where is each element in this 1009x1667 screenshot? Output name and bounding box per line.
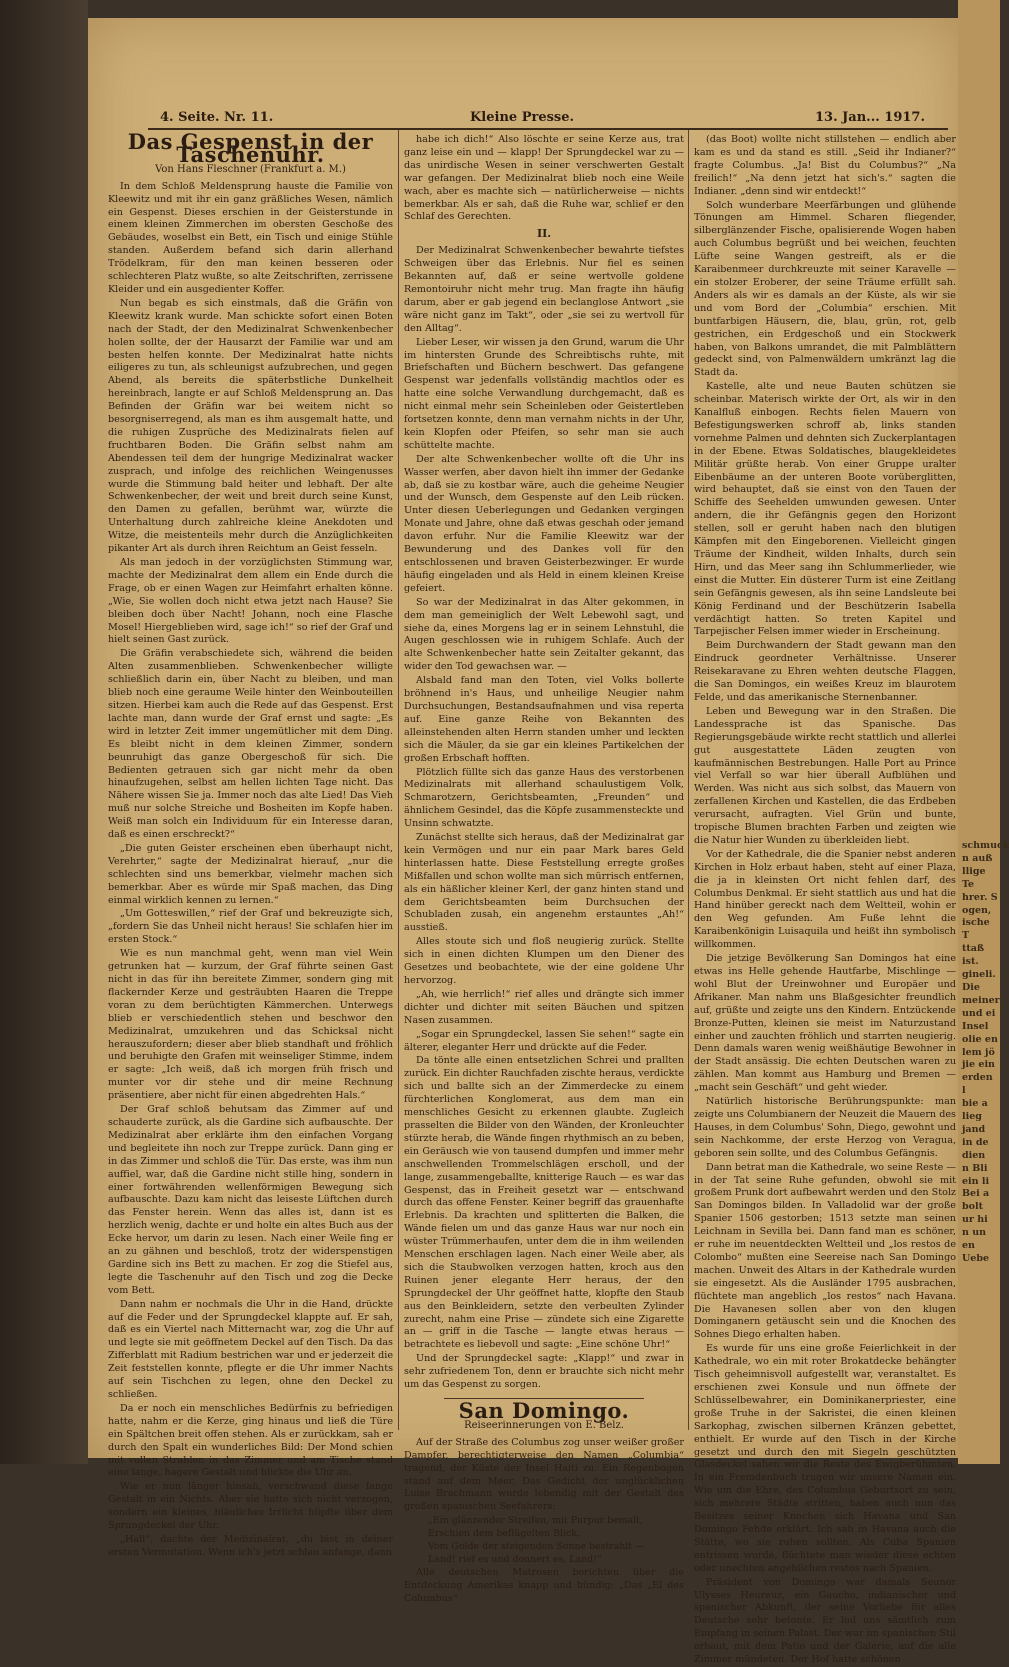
issue-date: 13. Jan... 1917. [815,110,925,125]
fragment-line: Insel [962,1020,989,1032]
page-number: 4. Seite. Nr. 11. [160,110,274,125]
paragraph: Alsbald fand man den Toten, viel Volks bollerte bröhnend in's Haus, und unheilige Neugier nahm Durchsuchungen, Bestandsaufnahmen und visa reperta auf. Eine ganze Reihe von Bekannten des alleinstehenden alten Herrn standen umher und leckten sich die Mäuler, da sie gar ein kleines Partikelchen der großen Erbschaft hofften. [404,675,684,764]
poem-line: Land! rief es und donnert es, Land!“ [428,1553,602,1565]
fragment-line: hrer. S [962,891,998,903]
page-header [160,110,950,126]
paragraph: Wie er nun länger hinsah, verschwand diese lange Gestalt in ein Nichts. Aber sie hatte sich nicht verzogen, sondern ein kleines, bläuliches Irrlicht hüpfte über dem Sprungdeckel der Uhr. [108,1481,393,1532]
paragraph: Und der Sprungdeckel sagte: „Klapp!“ und zwar in sehr zufriedenem Ton, denn er brauchte sich nicht mehr um das Gespenst zu sorgen. [404,1353,684,1391]
fragment-line: lieg [962,1111,982,1123]
paragraph: Da tönte alle einen entsetzlichen Schrei und prallten zurück. Ein dichter Rauchfaden zischte heraus, verdickte sich und ballte sich an der Zimmerdecke zu einem fürchterlichen Konglomerat, aus dem man ein menschliches Gesicht zu erkennen glaubte. Zugleich prasselten die Bilder von den Wänden, der Kronleuchter stürzte herab, die Wände fingen rhythmisch an zu beben, ein Geräusch wie von tausend dumpfen und immer mehr anschwellenden Trommelschlägen erscholl, und der lange, zusammengeballte, knitterige Rauch — es war das Gespenst, das in Freiheit gesetzt war — entschwand durch das offene Fenster. Keiner begriff das grauenhafte Erlebnis. Da krachten und splitterten die Balken, die Wände fielen um und das ganze Haus war nur noch ein wüster Trümmerhaufen, unter dem die in ihm weilenden Menschen erschlagen lagen. Nach einer Weile aber, als sich die Staubwolken verzogen hatten, kroch aus den Ruinen jener elegante Herr heraus, der den Sprungdeckel der Uhr geöffnet hatte, klopfte den Staub aus den Beinkleidern, setzte den verbeulten Zylinder zurecht, nahm eine Prise — zündete sich eine Zigarette an — griff in die Tasche — langte etwas heraus — betrachtete es liebevoll und sagte: „Eine schöne Uhr!“ [404,1055,684,1351]
paragraph: Präsident von Domingo war damals Seunor Ulysses Heureuz, ein Gaucho, indianischer und spanischer Abkunft, der seine Vorliebe für alles Deutsche sehr betonte. Er lud uns sämtlich zum Empfang in seinen Palast. Der war im spanischen Stil erbaut, mit dem Patio und der Galerie, auf die alle Zimmer mündeten. Der Hof hatte schönen [694,1576,956,1666]
section-number: II. [536,227,552,241]
paragraph: „Die guten Geister erscheinen eben überhaupt nicht, Verehrter,“ sagte der Medizinalrat hierauf, „nur die schlechten sind uns bemerkbar, vielmehr machen sich bemerkbar. Aber es würde mir Spaß machen, das Ding einmal wirklich kennen zu lernen.“ [108,842,393,906]
paragraph: Beim Durchwandern der Stadt gewann man den Eindruck geordneter Verhältnisse. Unserer Reisekaravane zu Ehren wehten deutsche Flaggen, die San Domingos, ein weißes Kreuz im blaurotem Felde, und das amerikanische Sternenbanner. [694,640,956,703]
paragraph: Natürlich historische Berührungspunkte: man zeigte uns Columbianern der Neuzeit die Mauern des Hauses, in dem Columbus' Sohn, Diego, gewohnt und sein Nachkomme, der erste Herzog von Veragua, geboren sein sollte, und des Columbus Gefängnis. [694,1096,956,1159]
paragraph: Der Medizinalrat Schwenkenbecher bewahrte tiefstes Schweigen über das Erlebnis. Nur fiel es seinen Bekannten auf, daß er seine wertvolle goldene Remontoiruhr nicht mehr trug. Man fragte ihn häufig darum, aber er gab jegend ein beclanglose Antwort „sie wäre nicht ganz im Takt“, oder „sie sei zu wertvoll für den Alltag“. [404,245,684,334]
paragraph: Die jetzige Bevölkerung San Domingos hat eine etwas ins Helle gehende Hautfarbe, Mischlinge — wohl Blut der Ureinwohner und Europäer und Afrikaner. Man nahm uns Blaßgesichter freundlich auf, grüßte und zeigte uns den Kindern. Entzückende Bronze-Putten, kleinen sie meist im Naturzustand einher und zauchten fröhlich und starrten neugierig. Denn damals waren wenig weißhäutige Bewohner in der Stadt ansässig. Die echten Deutschen waren zu zählen. Man kommt aus Hamburg und Bremen — „macht sein Geschäft“ und geht wieder. [694,953,956,1094]
fragment-line: bolt [962,1201,983,1213]
fragment-line: ist. [962,956,979,968]
fragment-line: n auß [962,852,993,864]
article-body [108,181,393,1560]
article-title: San Domingo. [458,1398,630,1423]
fragment-line: gineli. [962,969,996,981]
fragment-line: erden l [962,1072,993,1097]
paragraph: Nun begab es sich einstmals, daß die Gräfin von Kleewitz krank wurde. Man schickte sofort einen Boten nach der Stadt, der den Medizinalrat Schwenkenbecher holen sollte, der der Hausarzt der Familie war und am besten helfen konnte. Der Medizinalrat hatte nichts eiligeres zu tun, als schleunigst aufzubrechen, und gegen Abend, als bereits die späterbstliche Dunkelheit hereinbrach, langte er auf Schloß Meldensprung an. Das Befinden der Gräfin war bei weitem nicht so besorgniserregend, als man es ihm ausgemalt hatte, und die ruhigen Zusprüche des Medizinalrats fielen auf fruchtbaren Boden. Die Gräfin selbst nahm am Abendessen teil dem der hungrige Medizinalrat wacker zusprach, und infolge des reichlichen Weingenusses wurde die Stimmung bald heiter und lebhaft. Der alte Schwenkenbecher, der weit und breit durch seine Kunst, den Damen zu gefallen, berühmt war, würzte die Unterhaltung durch zahlreiche kleine Anekdoten und Witze, die meistenteils mehr durch die Anzüglichkeiten pikanter Art als durch ihren Reichtum an Geist fesseln. [108,297,393,555]
column-separator [398,130,399,1430]
fragment-line: n Bli [962,1162,988,1174]
article-body [404,1437,684,1514]
paragraph: Alle deutschen Matrosen berichten über die Entdeckung Amerikas knapp und bündig: „Das „El des Columbus“ [404,1566,684,1604]
fragment-line: ttaß [962,943,985,955]
fragment-line: schmuck [962,840,1009,851]
fragment-line: lem jö [962,1046,995,1058]
article-title: Das Gespenst in der Taschenuhr. [127,129,374,167]
paragraph: Lieber Leser, wir wissen ja den Grund, warum die Uhr im hintersten Grunde des Schreibtischs ruhte, mit Briefschaften und Büchern beschwert. Das gefangene Gespenst war jedenfalls vollständig machtlos oder es hatte eine solche Verwandlung durchgemacht, daß es nicht einmal mehr sein Scheinleben oder Geistertleben fortsetzen konnte, denn man vernahm nichts in der Uhr, kein Klopfen oder Pfeifen, so sehr man sie auch schüttelte machte. [404,336,684,451]
paragraph: Kastelle, alte und neue Bauten schützen sie scheinbar. Materisch wirkte der Ort, als wir in den Kanalfluß einbogen. Rechts fielen Mauern von Befestigungswerken schroff ab, links standen vornehme Palmen und dehnten sich Zuckerplantagen in der Ebene. Etwas Soldatisches, blaugekleidetes Militär grüßte herab. Von einer Gruppe uralter Eibenbäume an der unteren Boote vorüberglitten, wird behauptet, daß sie einst von den Tauen der Schiffe des Seehelden umwunden gewesen. Unter andern, die ihr Gefängnis gegen den Horizont stellen, soll er geruht haben nach den blutigen Kämpfen mit den Eingeborenen. Vielleicht gingen Träume der Kindheit, wilden Inhalts, durch sein Hirn, und das Meer sang ihn Schlummerlieder, wie einst die Mutter. Ein düsterer Turm ist eine Zeitlang sein Gefängnis gewesen, als ihn seine Landsleute bei König Ferdinand und der Beschützerin Isabella verdächtigt hatten. So treten Kapitel und Tarpejischer Felsen immer wieder in Erscheinung. [694,381,956,638]
article-byline: Reiseerinnerungen von E. Belz. [464,1419,624,1431]
paragraph: „Ah, wie herrlich!“ rief alles und drängte sich immer dichter und dichter mit seiten Bäuchen und spitzen Nasen zusammen. [404,988,684,1026]
paragraph: Dann betrat man die Kathedrale, wo seine Reste — in der Tat seine Ruhe gefunden, obwohl sie mit großem Prunk dort aufbewahrt werden und den Stolz San Domingos bilden. In Valladolid war der große Spanier 1506 gestorben; 1513 setzte man seinen Leichnam in Sevilla bei. Dann fand man es schöner, er ruhe im neuentdeckten Weltteil und „los restos de Colombo“ mußten eine Seereise nach San Domingo machen. Unweit des Altars in der Kathedrale wurden sie eingesetzt. Als die Ausländer 1795 ausbrachen, flüchtete man angeblich „los restos“ nach Havana. Die Havanesen sollen aber von den klugen Dominganern getäuscht sein und die Knochen des Sohnes Diego erhalten haben. [694,1161,956,1341]
fragment-line: meiner [962,994,1000,1006]
paragraph: Da er noch ein menschliches Bedürfnis zu befriedigen hatte, nahm er die Kerze, ging hinaus und ließ die Türe ein Spältchen breit offen stehen. Als er zurückkam, sah er durch den Spalt ein wunderliches Bild: Der Mond schien mit vollen Strahlen in das Zimmer und am Tische stand eine lange, hagere Gestalt und blickte die Uhr an. [108,1402,393,1479]
paragraph: In dem Schloß Meldensprung hauste die Familie von Kleewitz und mit ihr ein ganz gräßliches Wesen, nämlich ein Gespenst. Dieses erschien in der Geisterstunde in einem kleinen Zimmerchen im obersten Geschoße des Gebäudes, woselbst ein Bett, ein Tisch und einige Stühle standen. Außerdem befand sich darin allerhand Trödelkram, für den man keinen besseren oder schlechteren Platz wußte, so alte Zeitschriften, zerrissene Kleider und ein ausgedienter Koffer. [108,180,393,295]
paragraph: Dann nahm er nochmals die Uhr in die Hand, drückte auf die Feder und der Sprungdeckel klappte auf. Er sah, daß es ein Viertel nach Mitternacht war, zog die Uhr auf und legte sie mit geöffnetem Deckel auf den Tisch. Da das Zifferblatt mit Radium bestrichen war und er jederzeit die Zeit feststellen konnte, pflegte er die Uhr immer Nachts auf sein Tischchen zu legen, ohne den Deckel zu schließen. [108,1298,393,1400]
fragment-line: en [962,1240,975,1252]
article-byline: Von Hans Fleschner (Frankfurt a. M.) [155,163,346,175]
paper-name: Kleine Presse. [470,110,575,125]
column-separator [688,130,689,1430]
paragraph: Die Gräfin verabschiedete sich, während die beiden Alten zusammenblieben. Schwenkenbecher willigte schließlich darin ein, über Nacht zu bleiben, und man blieb noch eine geraume Weile hinter den Weinbouteillen sitzen. Hierbei kam auch die Rede auf das Gespenst. Erst lachte man, dann wurde der Graf ernst und sagte: „Es wird in letzter Zeit immer ungemütlicher mit dem Ding. Es bleibt nicht in dem kleinen Zimmer, sondern beunruhigt das ganze Obergeschoß für sich. Die Bedienten getrauen sich gar nicht mehr da oben hinaufzugehen, selbst am hellen lichten Tage nicht. Das Nähere wissen Sie ja. Immer noch das alte Lied! Das Vieh muß nur solche Streiche und Bosheiten im Kopfe haben. Weiß man solch ein Individuum für ein Interesse daran, daß es einen erschreckt?“ [108,648,393,841]
poem-line: „Ein glänzender Streifen, mit Purpur bemalt, [428,1515,643,1527]
paragraph: Plötzlich füllte sich das ganze Haus des verstorbenen Medizinalrats mit allerhand schaulustigem Volk, Schmarotzern, Gerichtsbeamten, „Freunden“ und ähnlichem Gesindel, das die Köpfe zusammensteckte und Unsinn schwatzte. [404,766,684,830]
paragraph: Der Graf schloß behutsam das Zimmer auf und schauderte zurück, als die Gardine sich aufbauschte. Der Medizinalrat aber erklärte ihm den einfachen Vorgang und begleitete ihn noch zur Treppe zurück. Dann ging er in das Zimmer und schloß die Tür. Das erste, was ihm nun auffiel, war, daß die Gardine nicht stille hing, sondern in einer fortwährenden wellenförmigen Bewegung sich aufbauschte. Dazu kam nicht das leiseste Lüftchen durch das Fenster herein. Wenn das alles ist, dann ist es herzlich wenig, dachte er und holte ein altes Buch aus der Ecke hervor, um darin zu lesen. Nach einer Weile fing er an zu gähnen und beschloß, trotz der widerspenstigen Gardine sich ins Bett zu machen. Er zog die Stiefel aus, legte die Taschenuhr auf den Tisch und zog die Decke vom Bett. [108,1104,393,1296]
fragment-line: llige Te [962,865,986,890]
poem [404,1515,684,1567]
fragment-line: jie ein [962,1059,995,1071]
fragment-line: olie en [962,1033,998,1045]
fragment-line: Die [962,981,980,993]
fragment-line: in de [962,1136,989,1148]
book-binding [0,0,88,1464]
paragraph: „Sogar ein Sprungdeckel, lassen Sie sehen!“ sagte ein älterer, eleganter Herr und drückte auf die Feder. [404,1028,684,1053]
paragraph: Leben und Bewegung war in den Straßen. Die Landessprache ist das Spanische. Das Regierungsgebäude wirkte recht stattlich und allerlei gut ausgestattete Läden zeugten von kaufmännischen Bestrebungen. Halle Port au Prince viel Verfall so war hier überall Aufblühen und Werden. Was nicht aus sich solbst, das Mauern von zerfallenen Kirchen und Kastellen, die das Erdbeben verursacht, aufragten. Viel Grün und bunte, tropische Blumen brachten Farben und zeigten wie die Natur hier Wunden zu überkleiden liebt. [694,705,956,846]
paragraph: Solch wunderbare Meerfärbungen und glühende Tönungen am Himmel. Scharen fliegender, silberglänzender Fische, opalisierende Wogen haben auch Columbus begrüßt und bei weichen, feuchten Lüfte seine Wangen gestreift, als er die Karaibenmeer durchkreuzte mit seiner Karavelle — ein stolzer Eroberer, der seine Träume erfüllt sah. Anders als wir es damals an der Küste, als wir sie und vom Bord der „Columbia“ erschien. Mit buntfarbigen Häusern, die, blau, grün, rot, gelb gestrichen, ein Erdgeschoß und ein Stockwerk haben, von Balkons umrandet, die mit Palmblättern gedeckt sind, von Palmenwäldern umkränzt lag die Stadt da. [694,199,956,379]
fragment-line: bie a [962,1098,988,1110]
fragment-line: ein li [962,1175,990,1187]
poem-line: Vom Golde der steigenden Sonne bestrahlt — [428,1541,645,1553]
fragment-line: ur hi [962,1214,988,1226]
paragraph: Zunächst stellte sich heraus, daß der Medizinalrat gar kein Vermögen und nur ein paar Mark bares Geld hinterlassen hatte. Diese Feststellung erregte großes Mißfallen und schon wollte man sich mürrisch entfernen, als ein häßlicher kleiner Kerl, der ganz hinten stand und dem Gerichtsbeamten beim Durchsuchen der Schubladen zusah, ein angenehm erstauntes „Ah!“ ausstieß. [404,832,684,934]
next-page-fragment [962,840,1009,1264]
column-2 [404,134,684,1604]
fragment-line: und ei [962,1007,996,1019]
fragment-line: ogen, [962,904,992,916]
paragraph: Als man jedoch in der vorzüglichsten Stimmung war, machte der Medizinalrat dem allem ein Ende durch die Frage, ob er einen Wagen zur Heimfahrt erhalten könne. „Wie, Sie wollen doch nicht etwa jetzt nach Hause? Sie bleiben doch über Nacht! Johann, noch eine Flasche Mosel! Hiergeblieben wird, sage ich!“ so rief der Graf und hielt seinen Gast zurück. [108,557,393,646]
article-section-2 [404,245,684,1392]
column-1 [108,129,393,1558]
column-3 [694,134,956,1666]
paragraph: Es wurde für uns eine große Feierlichkeit in der Kathedrale, wo ein mit roter Brokatdecke behängter Tisch geheimnisvoll aufgestellt war, veranstaltet. Es erschienen zwei Konsule und nun öffnete der Schlüsselbewahrer, ein Dominikanerpriester, eine große Truhe in der Sakristei, die einen kleinen Sarkophag, zwischen silbernen Kränzen gebettet, enthielt. Er wurde auf den Tisch in der Kirche gesetzt und durch den mit Siegeln geschützten Glasdeckel sahen wir die Reste des Ewigberühmten. In ein Fremdenbuch trugen wir unsere Namen ein. Wie um die Ehre, des Columbus Geburtsort zu sein, sich mehrere Städte stritten, haben auch nun das Besitzes seiner Knochen sich Havana und San Domingo Fehde erklärt. Ich sah in Havana auch die Stätte, wo sie ruhen sollten. Als Cuba Spanien entrissen wurde, flüchtete man wieder diese echten oder unechten angeblichen restos nach Spanien. [694,1343,956,1574]
paragraph: Vor der Kathedrale, die die Spanier nebst anderen Kirchen in Holz erbaut haben, steht auf einer Plaza, die ja in kleinsten Ort nicht fehlen darf, des Columbus Denkmal. Er sieht stattlich aus und hat die Hand hinüber gereckt nach dem Weltteil, wohin er den Weg gefunden. Am Fuße lehnt die Karaibenkönigin Luisaquila und heißt ihn symbolisch willkommen. [694,848,956,951]
paragraph: So war der Medizinalrat in das Alter gekommen, in dem man gemeiniglich der Welt Lebewohl sagt, und siehe da, eines Morgens lag er in seinem Lehnstuhl, die Augen geschlossen wie in ruhigem Schlafe. Auch der alte Schwenkenbecher hatte sein Zeitalter gekannt, das wider den Tod gewachsen war. — [404,596,684,673]
fragment-line: dien [962,1149,986,1161]
paragraph: habe ich dich!“ Also löschte er seine Kerze aus, trat ganz leise ein und — klapp! Der Sprungdeckel war zu — das unirdische Wesen in seiner verschwerten Gestalt war gefangen. Der Medizinalrat blieb noch eine Weile wach, aber es machte sich — natürlicherweise — nichts bemerkbar. Als er sah, daß die Ruhe war, schlief er den Schlaf des Gerechten. [404,134,684,223]
paragraph: „Um Gotteswillen,“ rief der Graf und bekreuzigte sich, „fordern Sie das Unheil nicht heraus! Sie schlafen hier im ersten Stock.“ [108,908,393,946]
paragraph: Der alte Schwenkenbecher wollte oft die Uhr ins Wasser werfen, aber davon hielt ihn immer der Gedanke ab, daß sie zu kostbar wäre, auch die geheime Neugier und der Wunsch, dem Gespenste auf den Leib rücken. Unter diesen Ueberlegungen und Gedanken vergingen Monate und Jahre, ohne daß etwas geschah oder jemand davon erfuhr. Nur die Familie Kleewitz war der Bewunderung und des Dankes voll für den entschlossenen und braven Geisterbezwinger. Er wurde häufig eingeladen und als Held in einem kleinen Kreise gefeiert. [404,453,684,594]
fragment-line: n un [962,1227,987,1239]
paragraph: (das Boot) wollte nicht stillstehen — endlich aber kam es und da stand es still. „Seid ihr Indianer?“ fragte Columbus. „Ja! Bist du Columbus?“ „Na freilich!“ „Na denn jetzt hat sich's.“ sagten die Indianer. „denn sind wir entdeckt!“ [694,134,956,197]
fragment-line: jand [962,1123,986,1135]
fragment-line: Bei a [962,1188,990,1200]
paragraph: Wie es nun manchmal geht, wenn man viel Wein getrunken hat — kurzum, der Graf führte seinen Gast nicht in das für ihn bereitete Zimmer, sondern ging mit flackernder Kerze und gesträubten Haaren die Treppe voran zu dem berüchtigten Kämmerchen. Unterwegs blieb er verschiedentlich stehen und beschwor den Medizinalrat, umzukehren und das Schicksal nicht herauszufordern; dieser aber blieb standhaft und fröhlich und beruhigte den Grafen mit weinseliger Stimme, indem er sagte: „Ich weiß, daß ich morgen früh frisch und munter vor dir stehe und dir meine Rechnung präsentiere, aber nicht für einen abgedrehten Hals.“ [108,948,393,1102]
article-continuation [694,134,956,1667]
poem-line: Erschien dem beflügelten Blick, [428,1528,580,1540]
paragraph: Auf der Straße des Columbus zog unser weißer großer Dampfer, berechtigterweise den Namen „Columbia“ tragend, der Küste der Insel Haiti zu. Ein Regenbogen stand auf dem Meer. Das Gedicht der unglücklichen Luise Brachmann wurde lebendig mit der Gestalt des großen spanischen Seefahrers: [404,1436,684,1513]
article-continuation [404,134,684,224]
fragment-line: ische T [962,917,990,942]
fragment-line: Uebe [962,1253,990,1264]
paragraph: „Hall“, dachte der Medizinalrat, „du bist in deiner ersten Vermutation. Wenn ich's jetzt schlau anfange, dann [108,1533,393,1558]
paragraph: Alles stoute sich und floß neugierig zurück. Stellte sich in einen dichten Klumpen um den Diener des Gesetzes und beobachtete, wie der eine goldene Uhr hervorzog. [404,936,684,986]
